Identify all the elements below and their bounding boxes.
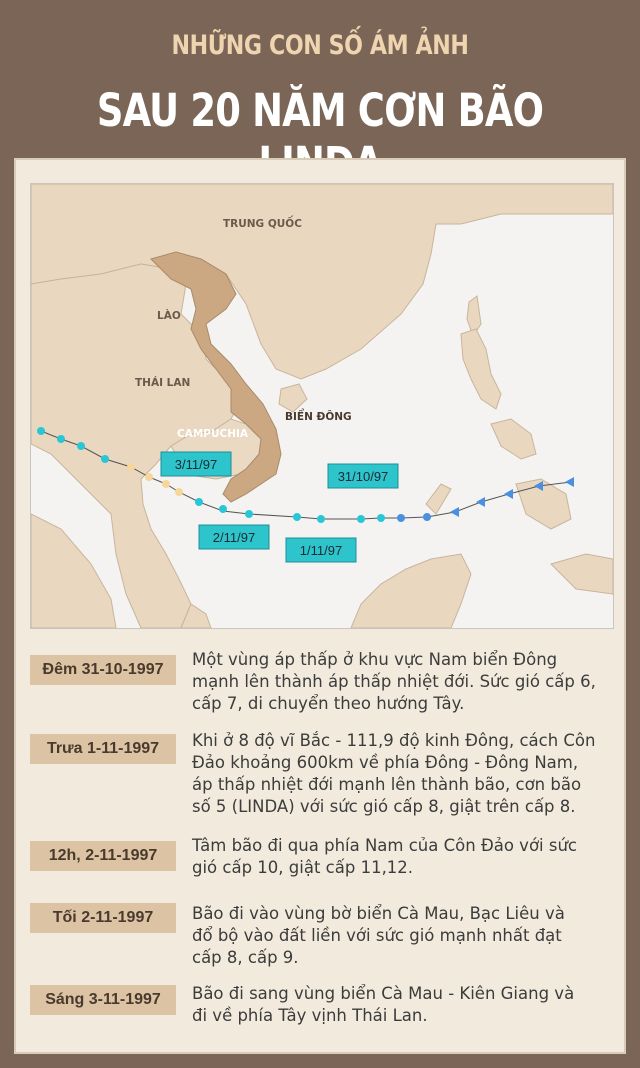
event-text [192, 649, 616, 715]
event-line: Bão đi vào vùng bờ biển Cà Mau, Bạc Liêu và [192, 904, 565, 923]
header-title: SAU 20 NĂM CƠN BÃO [96, 84, 544, 137]
track-point [37, 427, 45, 435]
land-philippines-mindanao [516, 479, 571, 529]
track-point [293, 513, 301, 521]
track-triangle [565, 477, 574, 487]
track-point [57, 435, 65, 443]
track-point [101, 455, 109, 463]
track-triangle [504, 489, 513, 499]
event-line: đi về phía Tây vịnh Thái Lan. [192, 1006, 428, 1025]
date-label-3-11-text: 3/11/97 [174, 457, 218, 472]
label-cambodia: CAMPUCHIA [177, 428, 249, 440]
header-subtitle: NHỮNG CON SỐ ÁM ẢNH [171, 30, 469, 61]
event-line: Khi ở 8 độ vĩ Bắc - 111,9 độ kinh Đông, cách Côn [192, 731, 596, 750]
land-sumatra [31, 514, 116, 628]
land-philippines-luzon [461, 329, 501, 409]
event-label: 12h, 2-11-1997 [30, 841, 176, 871]
date-label-2-11-text: 2/11/97 [212, 530, 256, 545]
track-point [145, 473, 153, 481]
event-line: gió cấp 10, giật cấp 11,12. [192, 858, 414, 877]
event-text [192, 983, 616, 1027]
event-text [192, 903, 616, 969]
event-line: áp thấp nhiệt đới mạnh lên thành bão, cơn bão [192, 775, 582, 794]
track-triangle [450, 507, 459, 517]
event-label: Sáng 3-11-1997 [30, 985, 176, 1015]
event-text [192, 835, 616, 879]
track-point [127, 463, 135, 471]
land-philippines-visayas [491, 419, 536, 459]
track-point [245, 510, 253, 518]
event-line: cấp 7, di chuyển theo hướng Tây. [192, 694, 465, 713]
date-label-3-11 [161, 452, 231, 476]
label-east-sea: BIỂN ĐÔNG [285, 411, 352, 423]
event-line: Đảo khoảng 600km về phía Đông - Đông Nam, [192, 753, 579, 772]
date-label-1-11 [286, 538, 356, 562]
track-point [317, 515, 325, 523]
label-thailand: THÁI LAN [135, 377, 191, 389]
event-line: đổ bộ vào đất liền với sức gió mạnh nhất đạt [192, 926, 562, 945]
land-palawan [426, 484, 451, 514]
land-indonesia-east [551, 554, 613, 594]
event-text [192, 730, 616, 818]
event-line: Một vùng áp thấp ở khu vực Nam biển Đông [192, 650, 558, 669]
track-point [357, 515, 365, 523]
event-line: Tâm bão đi qua phía Nam của Côn Đảo với sức [192, 836, 577, 855]
date-label-2-11 [199, 525, 269, 549]
date-label-31-10 [328, 464, 398, 488]
event-line: số 5 (LINDA) với sức gió cấp 8, giật trên cấp 8. [192, 797, 576, 816]
track-point [77, 442, 85, 450]
storm-track-map [30, 183, 614, 629]
label-china: TRUNG QUỐC [223, 218, 302, 230]
date-label-31-10-text: 31/10/97 [337, 469, 389, 484]
label-laos: LÀO [157, 310, 181, 322]
event-line: mạnh lên thành áp thấp nhiệt đới. Sức gió cấp 6, [192, 672, 596, 691]
track-point [162, 480, 170, 488]
track-point [195, 498, 203, 506]
track-point [397, 514, 405, 522]
date-label-1-11-text: 1/11/97 [299, 543, 343, 558]
event-label: Đêm 31-10-1997 [30, 655, 176, 685]
track-point [219, 505, 227, 513]
track-point [377, 514, 385, 522]
land-hainan [279, 384, 307, 412]
event-label: Trưa 1-11-1997 [30, 734, 176, 764]
land-borneo [351, 554, 471, 628]
event-line: cấp 8, cấp 9. [192, 948, 299, 967]
track-point [175, 488, 183, 496]
event-line: Bão đi sang vùng biển Cà Mau - Kiên Giang và [192, 984, 575, 1003]
track-point [423, 513, 431, 521]
header [0, 0, 640, 150]
track-triangle [476, 497, 485, 507]
event-label: Tối 2-11-1997 [30, 903, 176, 933]
